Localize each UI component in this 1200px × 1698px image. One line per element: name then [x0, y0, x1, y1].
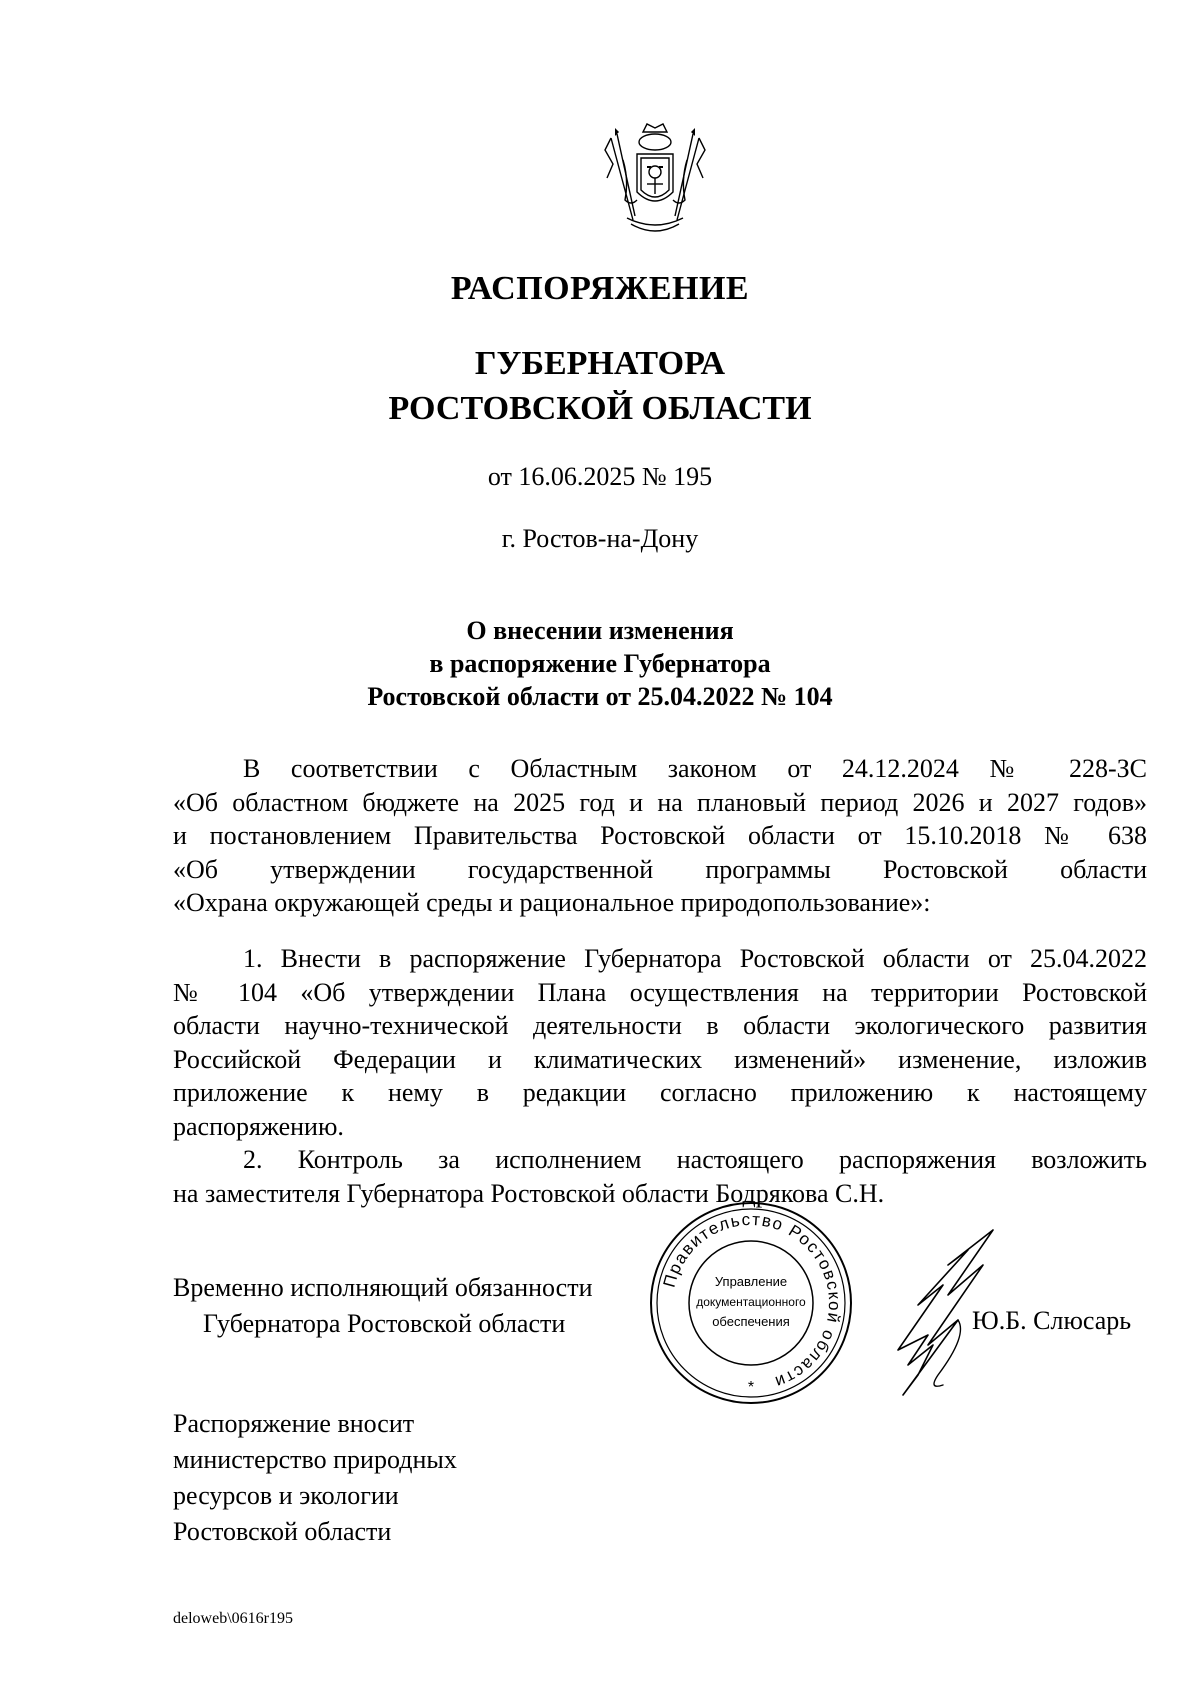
- issuer-title-line2: РОСТОВСКОЙ ОБЛАСТИ: [388, 390, 812, 427]
- document-type-title: РАСПОРЯЖЕНИЕ: [450, 270, 750, 307]
- paragraph-line: 1. Внести в распоряжение Губернатора Ростовской области от 25.04.2022: [243, 944, 1147, 973]
- paragraph-line: Российской Федерации и климатических изменений» изменение, изложив: [173, 1044, 1147, 1074]
- signatory-title-line2: Губернатора Ростовской области: [203, 1309, 566, 1338]
- stamp-inner-line3: обеспечения: [712, 1314, 790, 1329]
- signatory-title-line1: Временно исполняющий обязанности: [173, 1273, 593, 1302]
- stamp-star: *: [747, 1379, 755, 1396]
- paragraph-line: «Об утверждении государственной программы Ростовской области: [173, 854, 1147, 884]
- paragraph-line: № 104 «Об утверждении Плана осуществления на территории Ростовской: [173, 977, 1147, 1007]
- subject-line: Ростовской области от 25.04.2022 № 104: [367, 682, 833, 711]
- document-subject: [0, 614, 1200, 713]
- submitter-line: ресурсов и экологии: [173, 1481, 399, 1510]
- paragraph-line: «Охрана окружающей среды и рациональное природопользование»:: [173, 888, 931, 917]
- submitter-line: министерство природных: [173, 1445, 457, 1474]
- subject-line: О внесении изменения: [466, 616, 734, 645]
- paragraph-line: распоряжению.: [173, 1111, 344, 1141]
- coat-of-arms-emblem: [603, 120, 707, 242]
- paragraph-line: В соответствии с Областным законом от 24.12.2024 № 228-ЗС: [243, 754, 1147, 783]
- signatory-title: [173, 1270, 593, 1342]
- signatory-name: Ю.Б. Слюсарь: [972, 1306, 1132, 1335]
- paragraph-line: приложение к нему в редакции согласно приложению к настоящему: [173, 1078, 1147, 1107]
- point-1-paragraph: [173, 942, 1147, 1143]
- stamp-inner-line2: документационного: [696, 1295, 806, 1309]
- stamp-inner-line1: Управление: [714, 1274, 788, 1289]
- paragraph-line: 2. Контроль за исполнением настоящего распоряжения возложить: [243, 1145, 1147, 1174]
- official-stamp: [646, 1198, 856, 1408]
- preamble-paragraph: [173, 752, 1147, 920]
- issuer-title-line1: ГУБЕРНАТОРА: [474, 345, 726, 382]
- document-city: г. Ростов-на-Дону: [501, 524, 699, 553]
- paragraph-line: «Об областном бюджете на 2025 год и на плановый период 2026 и 2027 годов»: [173, 787, 1147, 817]
- document-file-code: deloweb\0616r195: [173, 1610, 293, 1627]
- stamp-ring-text: Правительство Ростовской области: [659, 1209, 845, 1393]
- document-date-number: от 16.06.2025 № 195: [487, 462, 713, 491]
- paragraph-line: и постановлением Правительства Ростовской области от 15.10.2018 № 638: [173, 821, 1147, 850]
- subject-line: в распоряжение Губернатора: [429, 649, 771, 678]
- paragraph-line: на заместителя Губернатора Ростовской области Бодрякова С.Н.: [173, 1178, 885, 1208]
- submitter-line: Ростовской области: [173, 1517, 392, 1546]
- submitter-block: [173, 1406, 457, 1550]
- paragraph-line: области научно-технической деятельности в области экологического развития: [173, 1011, 1147, 1040]
- submitter-line: Распоряжение вносит: [173, 1409, 415, 1438]
